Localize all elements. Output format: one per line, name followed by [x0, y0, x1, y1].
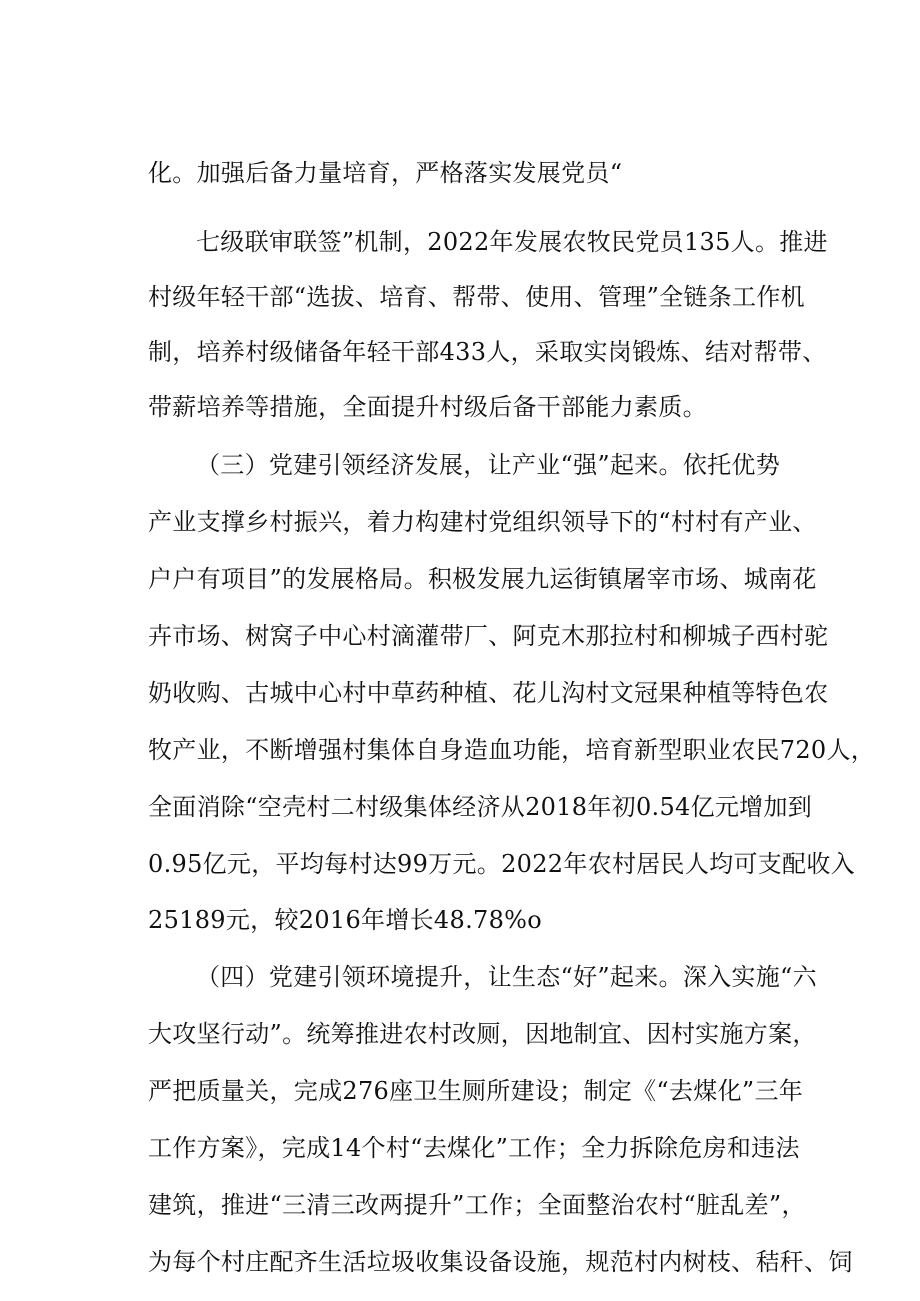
text-line: 建筑，推进“三清三改两提升”工作；全面整治农村“脏乱差”， [148, 1191, 806, 1219]
text-line: 25189元，较2016年增长48.78%o [148, 906, 542, 934]
text-line: 户户有项目”的发展格局。积极发展九运街镇屠宰市场、城南花 [148, 565, 817, 593]
text-line: 牧产业，不断增强村集体自身造血功能，培育新型职业农民720人， [148, 736, 876, 764]
text-line: 制，培养村级储备年轻干部433人，采取实岗锻炼、结对帮带、 [148, 338, 827, 366]
text-line: 工作方案》，完成14个村“去煤化”工作；全力拆除危房和违法 [148, 1134, 800, 1162]
text-line: 0.95亿元，平均每村达99万元。2022年农村居民人均可支配收入 [148, 850, 855, 878]
text-line: 奶收购、古城中心村中草药种植、花儿沟村文冠果种植等特色农 [148, 679, 829, 707]
text-line: 带薪培养等措施，全面提升村级后备干部能力素质。 [148, 393, 707, 421]
text-line: 产业支撑乡村振兴，着力构建村党组织领导下的“村村有产业、 [148, 508, 817, 536]
paragraph-start-line: 七级联审联签”机制，2022年发展农牧民党员135人。推进 [196, 228, 828, 256]
text-line: 村级年轻干部“选拔、培育、帮带、使用、管理”全链条工作机 [148, 283, 805, 311]
section-heading-line: （四）党建引领环境提升，让生态“好”起来。深入实施“六 [196, 963, 817, 991]
text-line: 化。加强后备力量培育，严格落实发展党员“ [148, 159, 623, 187]
text-line: 全面消除“空壳村二村级集体经济从2018年初0.54亿元增加到 [148, 793, 813, 821]
text-line: 卉市场、树窝子中心村滴灌带厂、阿克木那拉村和柳城子西村驼 [148, 622, 829, 650]
section-heading-line: （三）党建引领经济发展，让产业“强”起来。依托优势 [196, 451, 781, 479]
text-line: 严把质量关，完成276座卫生厕所建设；制定《“去煤化”三年 [148, 1077, 804, 1105]
text-line: 为每个村庄配齐生活垃圾收集设备设施，规范村内树枝、秸秆、饲 [148, 1248, 853, 1276]
text-line: 大攻坚行动”。统筹推进农村改厕，因地制宜、因村实施方案， [148, 1020, 817, 1048]
